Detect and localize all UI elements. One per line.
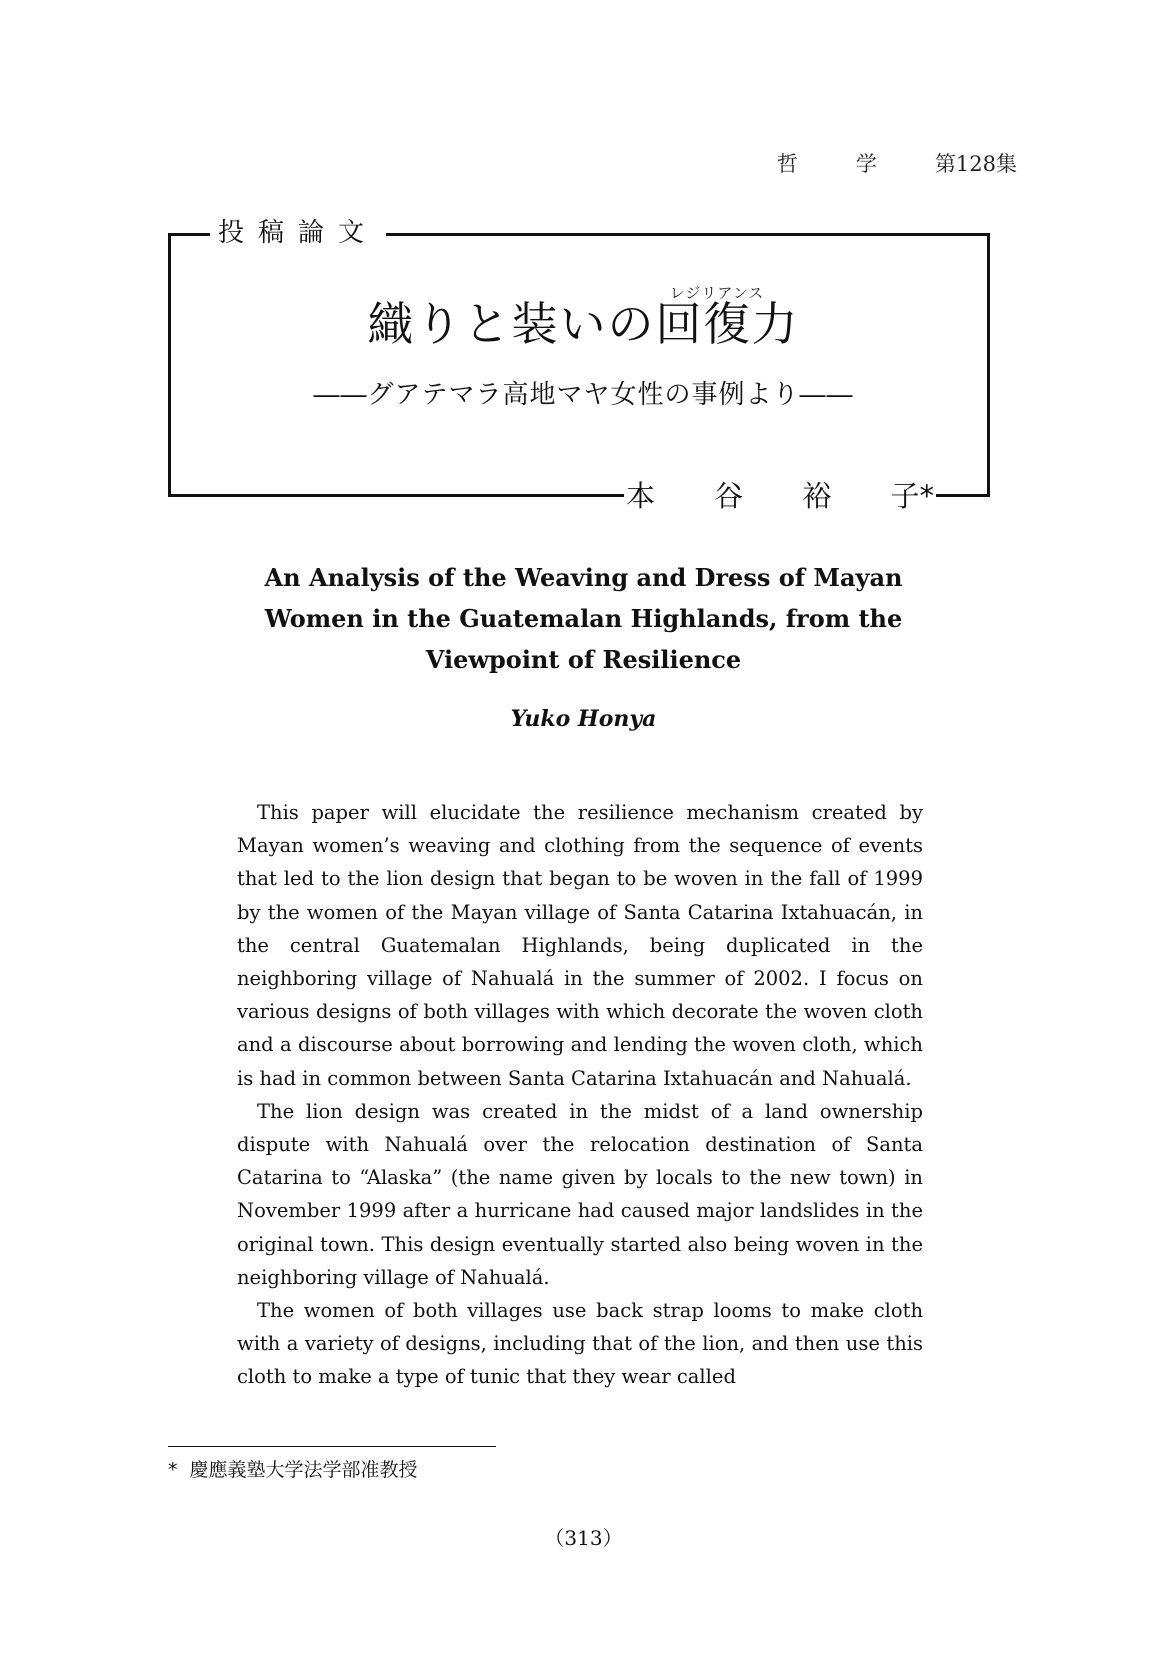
- english-title-line: Viewpoint of Resilience: [425, 645, 742, 674]
- english-title: [160, 557, 1007, 680]
- author-char: 裕: [802, 479, 832, 513]
- author-char: 子*: [890, 479, 934, 513]
- japanese-title: 織りと装いの回復力: [367, 297, 800, 351]
- journal-name: 哲学: [776, 152, 935, 176]
- author-char: 谷: [714, 479, 744, 513]
- abstract-paragraph: This paper will elucidate the resilience mechanism created by Mayan women’s weaving and clothing from the sequence of events that led to the lion design that began to be woven in the fall of 1999 by the women of the Mayan village of Santa Catarina Ixtahuacán, in the central Guatemalan Highlands, being duplicated in the neighboring village of Nahualá in the summer of 2002. I focus on various designs of both villages with which decorate the woven cloth and a discourse about borrowing and lending the woven cloth, which is had in common between Santa Catarina Ixtahuacán and Nahualá.: [237, 801, 923, 1090]
- running-header: [777, 148, 1017, 178]
- english-author: Yuko Honya: [510, 706, 657, 732]
- journal-volume: 第128集: [934, 152, 1017, 176]
- japanese-subtitle: ――グアテマラ高地マヤ女性の事例より――: [313, 380, 854, 410]
- title-ruby: レジリアンス: [669, 284, 765, 302]
- japanese-author: [624, 478, 936, 514]
- footnote-mark: *: [168, 1459, 178, 1481]
- footnote-divider: [168, 1446, 496, 1447]
- article-type-label: 投稿論文: [210, 216, 386, 250]
- footnote-text: 慶應義塾大学法学部准教授: [189, 1459, 418, 1481]
- page-number: （313）: [544, 1526, 623, 1550]
- author-char: 本: [626, 479, 656, 513]
- abstract-paragraph: The lion design was created in the midst of a land ownership dispute with Nahualá over the relocation destination of Santa Catarina to “Alaska” (the name given by locals to the new town) in November 1999 after a hurricane had caused major landslides in the original town. This design eventually started also being woven in the neighboring village of Nahualá.: [237, 1099, 923, 1289]
- title-frame: [168, 233, 990, 497]
- english-title-line: An Analysis of the Weaving and Dress of Mayan: [264, 563, 903, 592]
- english-title-line: Women in the Guatemalan Highlands, from the: [264, 604, 903, 633]
- abstract: [237, 796, 923, 1394]
- abstract-paragraph: The women of both villages use back strap looms to make cloth with a variety of designs, including that of the lion, and then use this cloth to make a type of tunic that they wear called: [237, 1299, 923, 1389]
- footnote: [168, 1455, 418, 1482]
